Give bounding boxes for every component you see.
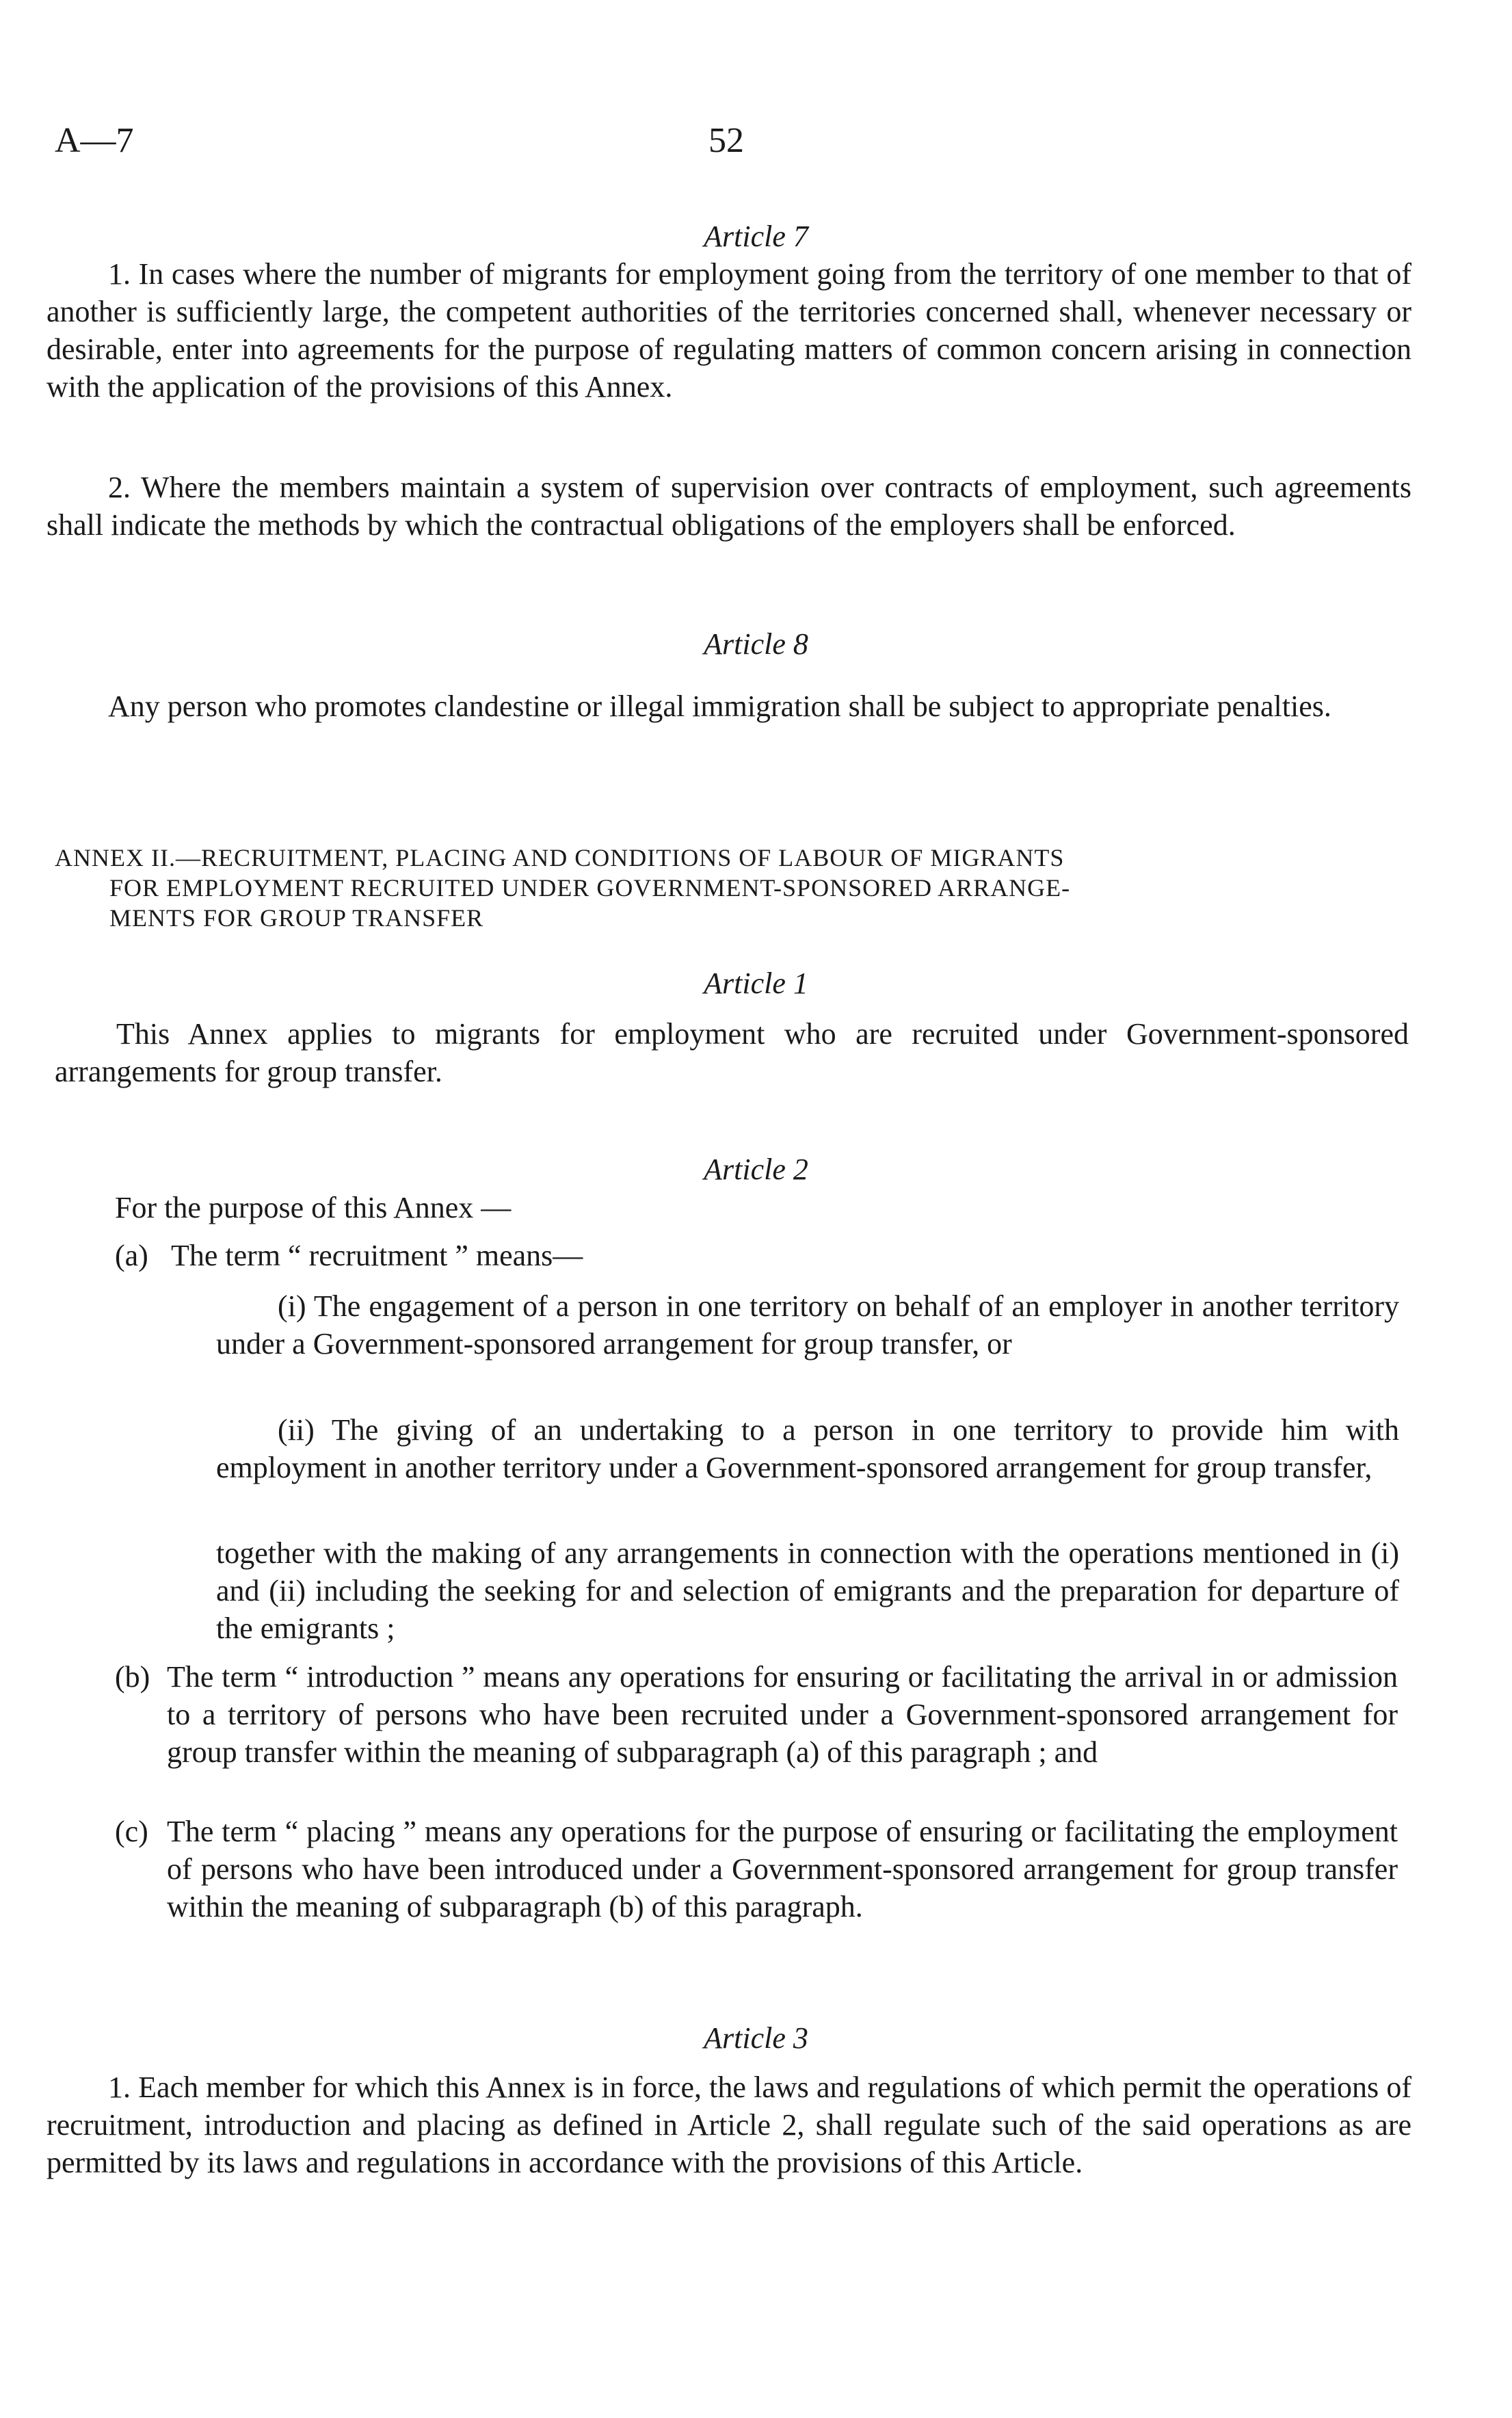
- clause-b-mark: (b): [115, 1660, 150, 1694]
- annex-2-article-2-heading: Article 2: [704, 1153, 808, 1186]
- article-7-paragraph-1: 1. In cases where the number of migrants for employment going from the territory of one member to that of another is sufficiently large, the competent authorities of the territories concerned shall, whenever necessary or desirable, enter into agreements for the purpose of regulating matters of common concern arising in connection with the application of the provisions of this Annex.: [47, 257, 1411, 404]
- clause-c-mark: (c): [115, 1815, 148, 1848]
- annex-2-title-line-2: FOR EMPLOYMENT RECRUITED UNDER GOVERNMENT-SPONSORED ARRANGE-: [109, 874, 1071, 902]
- annex-2-article-1-paragraph: This Annex applies to migrants for employment who are recruited under Government-sponsored arrangements for group transfer.: [55, 1017, 1409, 1088]
- article-8-paragraph: Any person who promotes clandestine or illegal immigration shall be subject to appropriate penalties.: [108, 689, 1331, 723]
- annex-2-article-1-heading: Article 1: [704, 967, 808, 1000]
- annex-2-title-line-1: ANNEX II.—RECRUITMENT, PLACING AND CONDITIONS OF LABOUR OF MIGRANTS: [55, 844, 1065, 871]
- document-code: A—7: [55, 121, 134, 160]
- clause-c-text: The term “ placing ” means any operations for the purpose of ensuring or facilitating the employment of persons who have been introduced under a Government-sponsored arrangement for group transfer within the meaning of subparagraph (b) of this paragraph.: [167, 1815, 1398, 1923]
- clause-a-mark: (a): [115, 1239, 148, 1272]
- annex-2-title: [55, 843, 1395, 933]
- clause-a-item-i: (i) The engagement of a person in one territory on behalf of an employer in another territory under a Government-sponsored arrangement for group transfer, or: [216, 1289, 1399, 1361]
- clause-a-item-ii: (ii) The giving of an undertaking to a person in one territory to provide him with employment in another territory under a Government-sponsored arrangement for group transfer,: [216, 1413, 1399, 1484]
- article-2-intro: For the purpose of this Annex —: [115, 1191, 512, 1224]
- clause-b-text: The term “ introduction ” means any operations for ensuring or facilitating the arrival in or admission to a territory of persons who have been recruited under a Government-sponsored arrangement for group transfer within the meaning of subparagraph (a) of this paragraph ; and: [167, 1660, 1398, 1769]
- annex-2-title-line-3: MENTS FOR GROUP TRANSFER: [109, 904, 484, 932]
- article-7-paragraph-2: 2. Where the members maintain a system of supervision over contracts of employment, such agreements shall indicate the methods by which the contractual obligations of the employers shall be enforced.: [47, 471, 1411, 542]
- article-7-heading: Article 7: [704, 220, 808, 253]
- annex-2-article-3-paragraph-1: 1. Each member for which this Annex is in force, the laws and regulations of which permit the operations of recruitment, introduction and placing as defined in Article 2, shall regulate such of the said operations as are permitted by its laws and regulations in accordance with the provisions of this Article.: [47, 2071, 1411, 2179]
- clause-a-tail: together with the making of any arrangements in connection with the operations mentioned in (i) and (ii) including the seeking for and selection of emigrants and the preparation for departure of the emigrants ;: [216, 1536, 1399, 1645]
- clause-a-text: The term “ recruitment ” means—: [171, 1239, 583, 1272]
- annex-2-article-3-heading: Article 3: [704, 2021, 808, 2055]
- article-8-heading: Article 8: [704, 627, 808, 661]
- page-number: 52: [708, 121, 744, 160]
